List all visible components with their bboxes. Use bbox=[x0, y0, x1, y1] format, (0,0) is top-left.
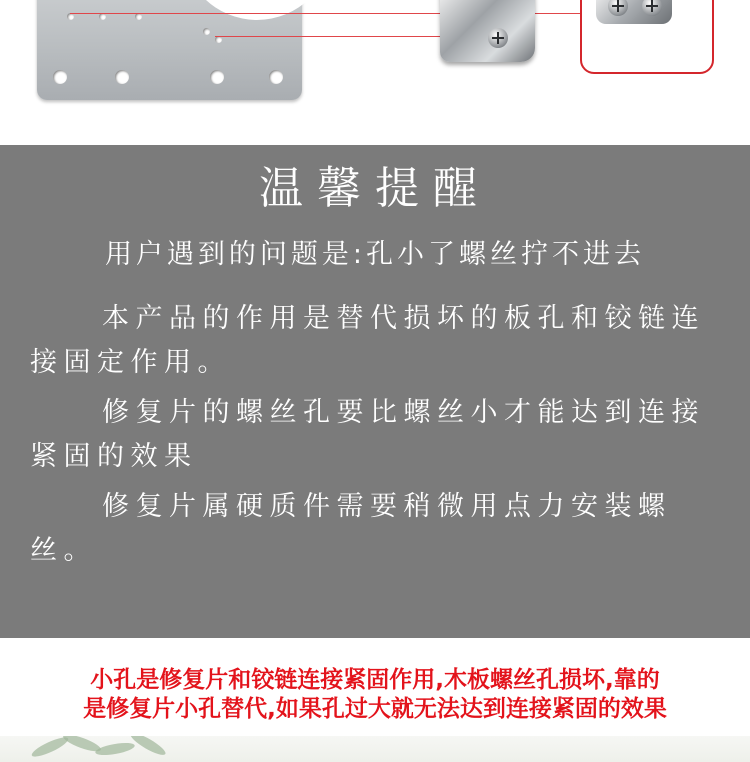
plate-cutout bbox=[182, 0, 332, 20]
plate-hole bbox=[203, 28, 210, 35]
caption-line: 小孔是修复片和铰链连接紧固作用,木板螺丝孔损坏,靠的 bbox=[90, 667, 660, 693]
decorative-strip bbox=[0, 736, 750, 762]
zoom-detail-image bbox=[596, 0, 672, 24]
notice-panel bbox=[0, 145, 750, 638]
screw-icon bbox=[642, 0, 662, 16]
plate-hole bbox=[99, 13, 106, 20]
callout-line bbox=[70, 13, 450, 14]
plate-hole bbox=[67, 13, 74, 20]
plate-hole bbox=[215, 36, 222, 43]
leaf-icon bbox=[94, 741, 135, 758]
plate-hole bbox=[135, 13, 142, 20]
plate-hole bbox=[53, 70, 67, 84]
repair-plate-image bbox=[37, 0, 302, 100]
zoom-detail-box bbox=[580, 0, 714, 74]
screw-icon bbox=[608, 0, 628, 16]
notice-paragraph: 修复片属硬质件需要稍微用点力安装螺丝。 bbox=[30, 491, 672, 566]
plate-hole bbox=[115, 70, 129, 84]
plate-hole bbox=[269, 70, 283, 84]
notice-title: 温馨提醒 bbox=[259, 163, 491, 214]
notice-paragraph: 修复片的螺丝孔要比螺丝小才能达到连接紧固的效果 bbox=[30, 397, 705, 472]
hinge-image bbox=[440, 0, 535, 62]
screw-icon bbox=[488, 28, 508, 48]
caption-line: 是修复片小孔替代,如果孔过大就无法达到连接紧固的效果 bbox=[83, 696, 667, 722]
plate-hole bbox=[210, 70, 224, 84]
product-photo-strip bbox=[0, 0, 750, 145]
red-caption bbox=[0, 666, 750, 724]
notice-paragraph: 本产品的作用是替代损坏的板孔和铰链连接固定作用。 bbox=[30, 303, 705, 378]
notice-subtitle: 用户遇到的问题是:孔小了螺丝拧不进去 bbox=[104, 239, 646, 270]
